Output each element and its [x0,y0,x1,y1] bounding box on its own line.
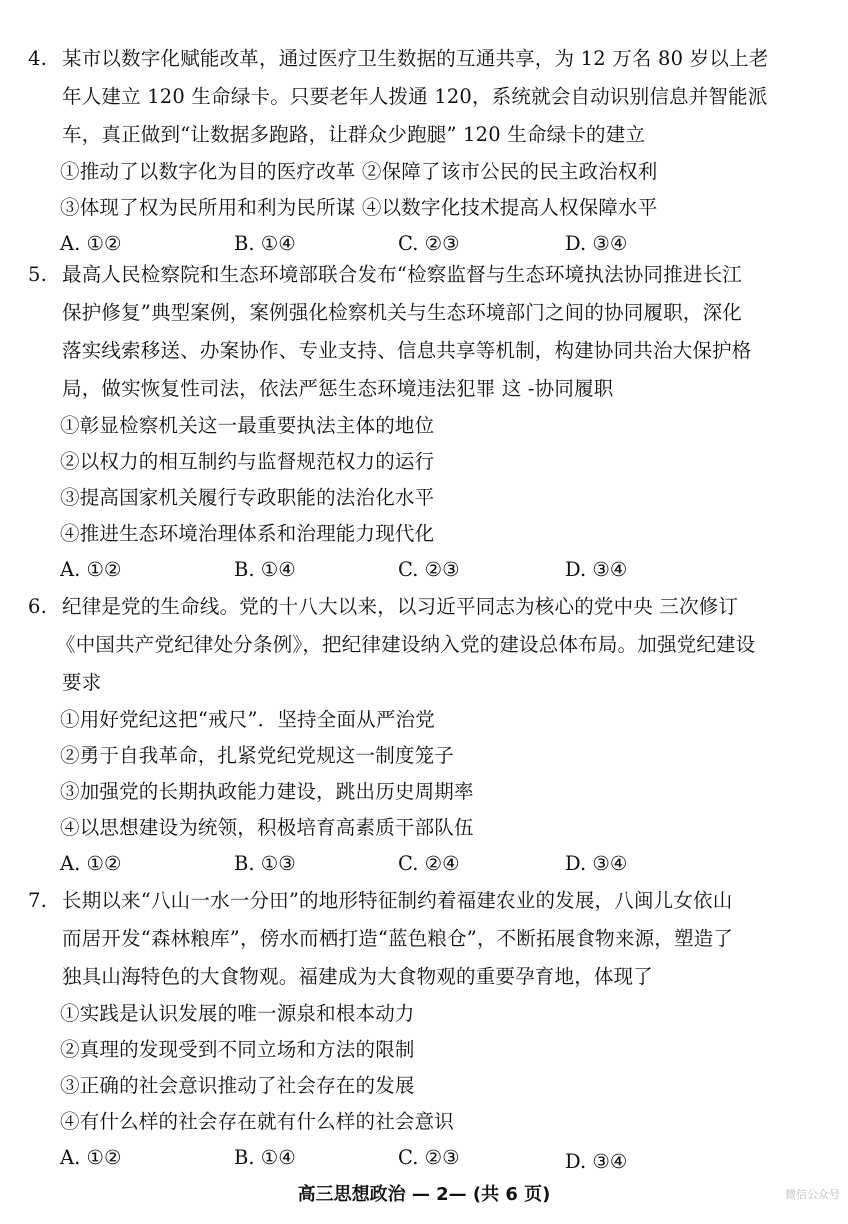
choice-b: B. ①④ [234,558,296,581]
question-stem-line [28,958,832,996]
statement-option: ②真理的发现受到不同立场和方法的限制 [60,1038,415,1061]
page-footer: 高三思想政治 — 2— (共 6 页) [297,1184,551,1205]
question-stem-line [28,920,832,958]
choice-a: A. ①② [60,852,122,875]
choice-a: A. ①② [60,1146,122,1169]
question-number: 6. [28,595,48,618]
question-stem-text: 独具山海特色的大食物观。福建成为大食物观的重要孕育地，体现了 [62,965,654,988]
question-number: 4. [28,47,48,70]
choice-c: C. ②③ [398,1146,460,1169]
statement-option: ②以权力的相互制约与监督规范权力的运行 [60,450,435,473]
statement-option: ①彰显检察机关这一最重要执法主体的地位 [60,414,435,437]
question-stem-text: 而居开发“森林粮库”，傍水而栖打造“蓝色粮仓”，不断拓展食物来源，塑造了 [62,927,734,950]
statement-option: ③体现了权为民所用和利为民所谋 ④以数字化技术提高人权保障水平 [60,196,658,219]
question-stem-text: 长期以来“八山一水一分田”的地形特征制约着福建农业的发展，八闽儿女依山 [62,889,733,912]
choice-b: B. ①③ [234,852,296,875]
question-6 [28,588,832,882]
question-stem-text: 某市以数字化赋能改革，通过医疗卫生数据的互通共享，为 12 万名 80 岁以上老 [62,47,769,70]
answer-choices [28,1140,832,1176]
choice-d: D. ③④ [565,558,628,581]
statement-option: ①推动了以数字化为目的医疗改革 ②保障了该市公民的民主政治权利 [60,160,658,183]
question-stem-line [28,332,832,370]
answer-choices [28,552,832,588]
answer-choices [28,846,832,882]
question-stem-line [28,256,832,294]
question-stem-line [28,664,832,702]
question-number: 7. [28,889,48,912]
statement-option: ③正确的社会意识推动了社会存在的发展 [60,1074,415,1097]
question-stem-text: 保护修复”典型案例，案例强化检察机关与生态环境部门之间的协同履职，深化 [62,301,742,324]
statement-option: ①实践是认识发展的唯一源泉和根本动力 [60,1002,415,1025]
question-stem-line [28,882,832,920]
question-stem-text: 要求 [62,671,102,694]
statement-option: ④推进生态环境治理体系和治理能力现代化 [60,522,435,545]
statement-option: ③加强党的长期执政能力建设，跳出历史周期率 [60,780,474,803]
choice-d: D. ③④ [565,232,628,255]
question-number: 5. [28,263,48,286]
question-7 [28,882,832,1176]
question-stem-text: 《中国共产党纪律处分条例》，把纪律建设纳入党的建设总体布局。加强党纪建设 [56,633,756,656]
question-stem-text: 落实线索移送、办案协作、专业支持、信息共享等机制，构建协同共治大保护格 [62,339,752,362]
question-stem-line [28,370,832,408]
choice-d: D. ③④ [565,852,628,875]
choice-d: D. ③④ [565,1150,628,1173]
choice-c: C. ②③ [398,232,460,255]
choice-b: B. ①④ [234,1146,296,1169]
choice-c: C. ②④ [398,852,460,875]
question-stem-text: 纪律是党的生命线。党的十八大以来，以习近平同志为核心的党中央 三次修订 [62,595,739,618]
statement-option: ①用好党纪这把“戒尺”．坚持全面从严治党 [60,708,435,731]
choice-c: C. ②③ [398,558,460,581]
choice-a: A. ①② [60,232,122,255]
statement-option: ③提高国家机关履行专政职能的法治化水平 [60,486,435,509]
question-stem-text: 年人建立 120 生命绿卡。只要老年人拨通 120，系统就会自动识别信息并智能派 [62,85,768,108]
question-stem-text: 车，真正做到“让数据多跑路，让群众少跑腿” 120 生命绿卡的建立 [62,123,646,146]
question-stem-text: 最高人民检察院和生态环境部联合发布“检察监督与生态环境执法协同推进长江 [62,263,742,286]
statement-option: ②勇于自我革命，扎紧党纪党规这一制度笼子 [60,744,455,767]
choice-b: B. ①④ [234,232,296,255]
statement-option: ④有什么样的社会存在就有什么样的社会意识 [60,1110,455,1133]
question-stem-line [28,588,832,626]
question-5 [28,256,832,588]
question-stem-line [28,116,832,154]
question-stem-line [28,40,832,78]
choice-a: A. ①② [60,558,122,581]
watermark-text: 微信公众号 [785,1188,840,1201]
question-stem-line [28,294,832,332]
question-stem-line [28,78,832,116]
statement-option: ④以思想建设为统领，积极培育高素质干部队伍 [60,816,474,839]
question-4 [28,40,832,262]
question-stem-line [28,626,832,664]
question-stem-text: 局，做实恢复性司法，依法严惩生态环境违法犯罪 这 -协同履职 [62,377,614,400]
